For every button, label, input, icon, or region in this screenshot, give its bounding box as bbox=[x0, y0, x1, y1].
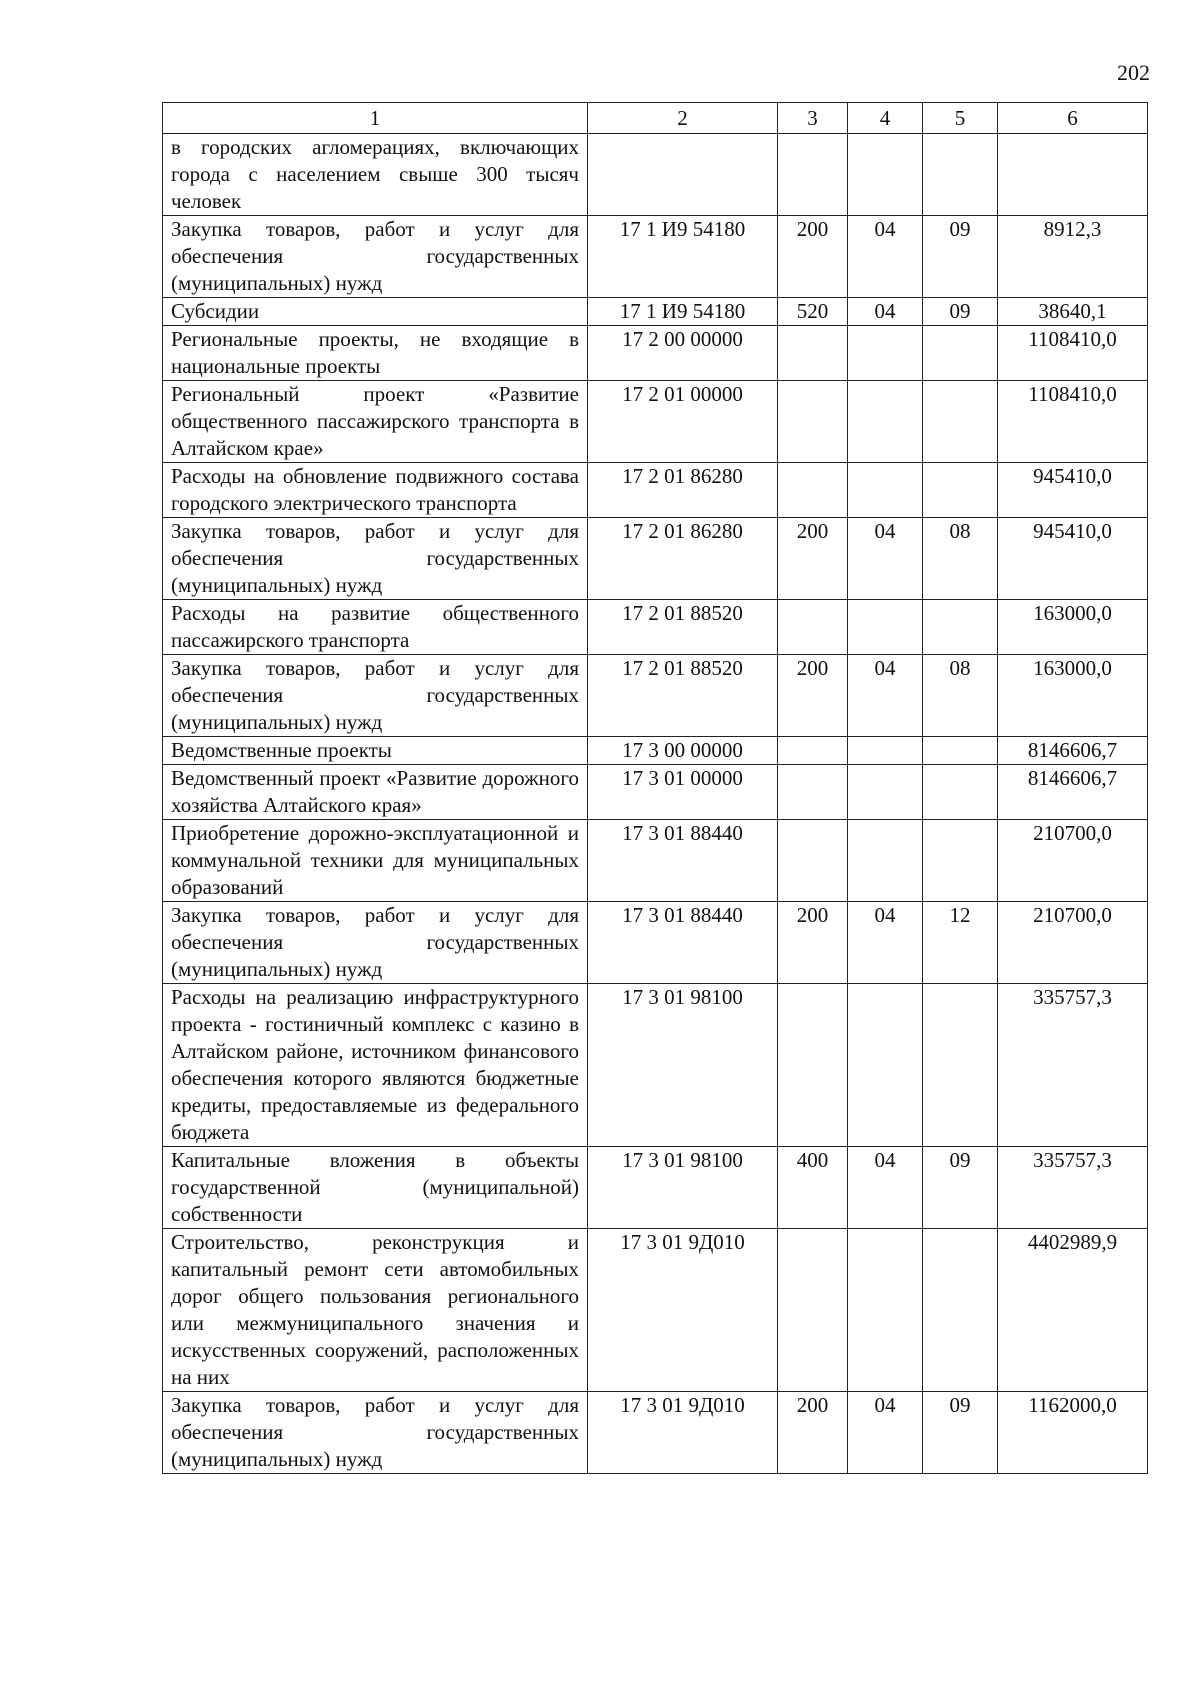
row-code: 17 3 01 88440 bbox=[588, 820, 778, 902]
row-name: в городских агломерациях, включающих города с населением свыше 300 тысяч человек bbox=[163, 134, 588, 216]
row-section: 04 bbox=[848, 298, 923, 326]
row-expense-type bbox=[778, 737, 848, 765]
row-name: Приобретение дорожно-эксплуатационной и коммунальной техники для муниципальных образований bbox=[163, 820, 588, 902]
row-name: Региональный проект «Развитие общественного пассажирского транспорта в Алтайском крае» bbox=[163, 381, 588, 463]
row-section: 04 bbox=[848, 216, 923, 298]
row-section: 04 bbox=[848, 655, 923, 737]
header-col-3: 3 bbox=[778, 103, 848, 134]
header-col-1: 1 bbox=[163, 103, 588, 134]
row-expense-type: 200 bbox=[778, 1392, 848, 1474]
row-expense-type bbox=[778, 463, 848, 518]
row-expense-type bbox=[778, 600, 848, 655]
budget-table bbox=[162, 102, 1148, 1474]
row-name: Капитальные вложения в объекты государственной (муниципальной) собственности bbox=[163, 1147, 588, 1229]
row-subsection bbox=[923, 134, 998, 216]
row-code: 17 1 И9 54180 bbox=[588, 298, 778, 326]
row-amount: 4402989,9 bbox=[998, 1229, 1148, 1392]
row-expense-type bbox=[778, 984, 848, 1147]
row-amount: 8146606,7 bbox=[998, 765, 1148, 820]
row-code: 17 3 01 00000 bbox=[588, 765, 778, 820]
row-expense-type: 200 bbox=[778, 216, 848, 298]
row-section bbox=[848, 463, 923, 518]
row-section bbox=[848, 1229, 923, 1392]
row-amount: 8912,3 bbox=[998, 216, 1148, 298]
row-name: Закупка товаров, работ и услуг для обеспечения государственных (муниципальных) нужд bbox=[163, 216, 588, 298]
row-name: Субсидии bbox=[163, 298, 588, 326]
row-amount: 38640,1 bbox=[998, 298, 1148, 326]
row-subsection: 09 bbox=[923, 298, 998, 326]
row-subsection: 12 bbox=[923, 902, 998, 984]
row-subsection bbox=[923, 765, 998, 820]
table-row bbox=[163, 984, 1148, 1147]
row-code: 17 3 00 00000 bbox=[588, 737, 778, 765]
table-row bbox=[163, 381, 1148, 463]
table-row bbox=[163, 326, 1148, 381]
row-amount: 8146606,7 bbox=[998, 737, 1148, 765]
table-row bbox=[163, 765, 1148, 820]
table-row bbox=[163, 902, 1148, 984]
row-name: Ведомственный проект «Развитие дорожного хозяйства Алтайского края» bbox=[163, 765, 588, 820]
row-amount: 1162000,0 bbox=[998, 1392, 1148, 1474]
row-subsection: 09 bbox=[923, 1392, 998, 1474]
row-subsection: 09 bbox=[923, 216, 998, 298]
row-amount: 163000,0 bbox=[998, 600, 1148, 655]
row-code: 17 2 01 00000 bbox=[588, 381, 778, 463]
page-number: 202 bbox=[1117, 60, 1150, 85]
table-row bbox=[163, 518, 1148, 600]
row-name: Ведомственные проекты bbox=[163, 737, 588, 765]
row-amount: 210700,0 bbox=[998, 820, 1148, 902]
row-subsection bbox=[923, 600, 998, 655]
row-expense-type: 200 bbox=[778, 902, 848, 984]
row-expense-type: 400 bbox=[778, 1147, 848, 1229]
row-subsection bbox=[923, 1229, 998, 1392]
row-amount: 945410,0 bbox=[998, 518, 1148, 600]
table-row bbox=[163, 216, 1148, 298]
row-section bbox=[848, 820, 923, 902]
table-row bbox=[163, 1392, 1148, 1474]
header-col-5: 5 bbox=[923, 103, 998, 134]
row-amount: 1108410,0 bbox=[998, 326, 1148, 381]
table-row bbox=[163, 737, 1148, 765]
row-subsection: 09 bbox=[923, 1147, 998, 1229]
row-amount: 335757,3 bbox=[998, 1147, 1148, 1229]
row-name: Расходы на реализацию инфраструктурного проекта - гостиничный комплекс с казино в Алтайском районе, источником финансового обеспечения которого являются бюджетные кредиты, предоставляемые из федерального бюджета bbox=[163, 984, 588, 1147]
row-subsection bbox=[923, 820, 998, 902]
table-row bbox=[163, 820, 1148, 902]
table-row bbox=[163, 1147, 1148, 1229]
row-code: 17 3 01 9Д010 bbox=[588, 1392, 778, 1474]
row-name: Закупка товаров, работ и услуг для обеспечения государственных (муниципальных) нужд bbox=[163, 1392, 588, 1474]
row-name: Расходы на развитие общественного пассажирского транспорта bbox=[163, 600, 588, 655]
table-row bbox=[163, 463, 1148, 518]
row-subsection bbox=[923, 737, 998, 765]
row-section: 04 bbox=[848, 1147, 923, 1229]
row-section bbox=[848, 737, 923, 765]
header-col-2: 2 bbox=[588, 103, 778, 134]
row-subsection bbox=[923, 326, 998, 381]
row-name: Расходы на обновление подвижного состава городского электрического транспорта bbox=[163, 463, 588, 518]
row-section: 04 bbox=[848, 1392, 923, 1474]
row-section bbox=[848, 765, 923, 820]
row-name: Строительство, реконструкция и капитальный ремонт сети автомобильных дорог общего пользования регионального или межмуниципального значения и искусственных сооружений, расположенных на них bbox=[163, 1229, 588, 1392]
row-section bbox=[848, 134, 923, 216]
row-expense-type: 200 bbox=[778, 655, 848, 737]
row-expense-type bbox=[778, 381, 848, 463]
row-amount bbox=[998, 134, 1148, 216]
row-expense-type bbox=[778, 820, 848, 902]
row-amount: 1108410,0 bbox=[998, 381, 1148, 463]
row-section bbox=[848, 600, 923, 655]
row-expense-type bbox=[778, 326, 848, 381]
table-row bbox=[163, 298, 1148, 326]
table-row bbox=[163, 134, 1148, 216]
row-subsection: 08 bbox=[923, 518, 998, 600]
row-code: 17 3 01 88440 bbox=[588, 902, 778, 984]
row-subsection: 08 bbox=[923, 655, 998, 737]
row-expense-type: 200 bbox=[778, 518, 848, 600]
row-subsection bbox=[923, 463, 998, 518]
row-code: 17 2 01 86280 bbox=[588, 518, 778, 600]
row-subsection bbox=[923, 984, 998, 1147]
row-code: 17 1 И9 54180 bbox=[588, 216, 778, 298]
table-row bbox=[163, 1229, 1148, 1392]
row-section: 04 bbox=[848, 518, 923, 600]
row-name: Закупка товаров, работ и услуг для обеспечения государственных (муниципальных) нужд bbox=[163, 655, 588, 737]
row-section bbox=[848, 984, 923, 1147]
row-subsection bbox=[923, 381, 998, 463]
row-amount: 945410,0 bbox=[998, 463, 1148, 518]
row-expense-type bbox=[778, 134, 848, 216]
row-name: Региональные проекты, не входящие в национальные проекты bbox=[163, 326, 588, 381]
header-col-6: 6 bbox=[998, 103, 1148, 134]
row-amount: 210700,0 bbox=[998, 902, 1148, 984]
row-amount: 163000,0 bbox=[998, 655, 1148, 737]
row-code: 17 3 01 98100 bbox=[588, 984, 778, 1147]
row-section: 04 bbox=[848, 902, 923, 984]
header-row bbox=[163, 103, 1148, 134]
row-section bbox=[848, 326, 923, 381]
table-row bbox=[163, 655, 1148, 737]
header-col-4: 4 bbox=[848, 103, 923, 134]
row-code: 17 2 00 00000 bbox=[588, 326, 778, 381]
row-name: Закупка товаров, работ и услуг для обеспечения государственных (муниципальных) нужд bbox=[163, 518, 588, 600]
row-code: 17 2 01 86280 bbox=[588, 463, 778, 518]
row-code: 17 3 01 98100 bbox=[588, 1147, 778, 1229]
row-expense-type: 520 bbox=[778, 298, 848, 326]
row-code bbox=[588, 134, 778, 216]
row-code: 17 2 01 88520 bbox=[588, 600, 778, 655]
row-code: 17 2 01 88520 bbox=[588, 655, 778, 737]
row-section bbox=[848, 381, 923, 463]
row-expense-type bbox=[778, 765, 848, 820]
row-code: 17 3 01 9Д010 bbox=[588, 1229, 778, 1392]
row-amount: 335757,3 bbox=[998, 984, 1148, 1147]
table-row bbox=[163, 600, 1148, 655]
table-body bbox=[163, 134, 1148, 1474]
row-expense-type bbox=[778, 1229, 848, 1392]
row-name: Закупка товаров, работ и услуг для обеспечения государственных (муниципальных) нужд bbox=[163, 902, 588, 984]
